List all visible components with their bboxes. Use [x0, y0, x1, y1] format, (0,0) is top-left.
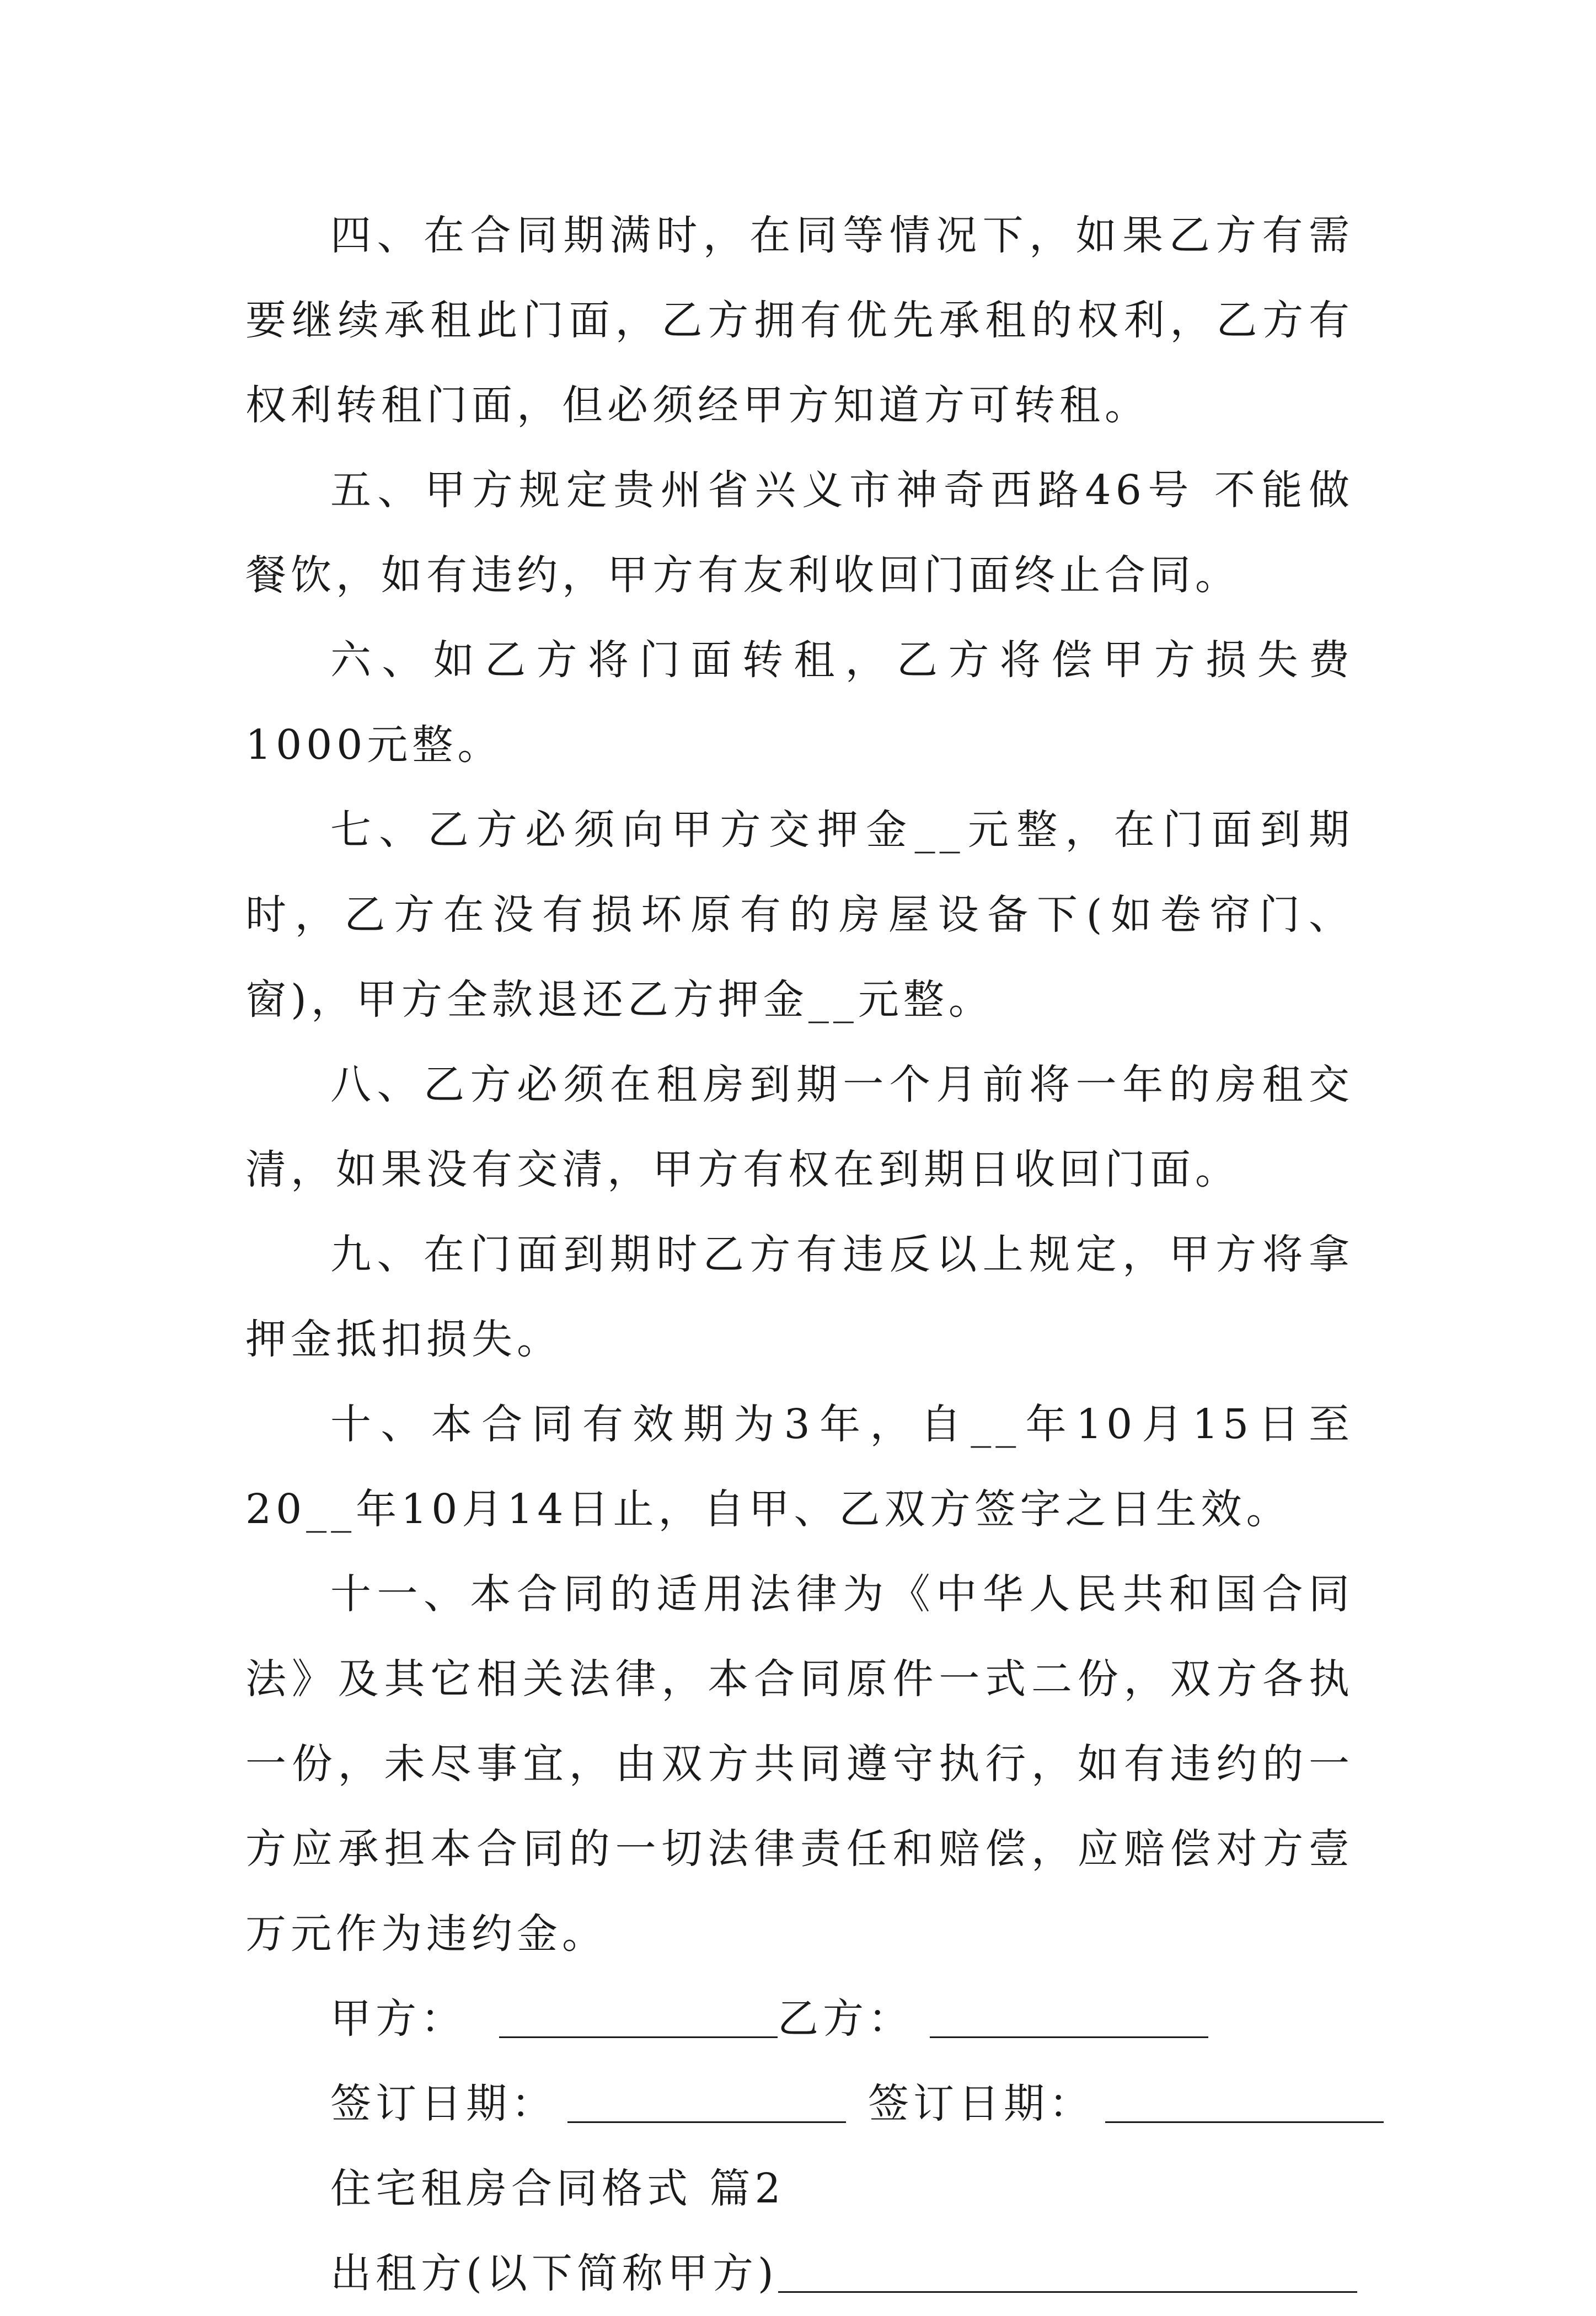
clause-7: 七、乙方必须向甲方交押金__元整，在门面到期时，乙方在没有损坏原有的房屋设备下(如卷帘门、窗)，甲方全款退还乙方押金__元整。 — [245, 806, 1354, 1023]
clause-6: 六、如乙方将门面转租，乙方将偿甲方损失费1000元整。 — [245, 636, 1354, 769]
date-label-a: 签订日期： — [330, 2080, 556, 2127]
party-a-signature-blank — [499, 2036, 778, 2038]
clause-10: 十、本合同有效期为3年，自__年10月15日至20__年10月14日止，自甲、乙双方签字之日生效。 — [245, 1401, 1354, 1533]
party-b-signature-blank — [930, 2036, 1208, 2038]
lessor-name-blank — [778, 2291, 1357, 2293]
date-signature-row — [245, 2061, 1354, 2146]
date-a-blank — [567, 2121, 846, 2123]
document-page — [245, 193, 1354, 2316]
date-b-blank — [1105, 2121, 1384, 2123]
date-label-b: 签订日期： — [868, 2080, 1094, 2127]
party-signature-row — [245, 1976, 1354, 2061]
clause-4: 四、在合同期满时，在同等情况下，如果乙方有需要继续承租此门面，乙方拥有优先承租的权利，乙方有权利转租门面，但必须经甲方知道方可转租。 — [245, 212, 1354, 429]
lessor-label: 出租方(以下简称甲方) — [330, 2250, 778, 2297]
section-heading: 住宅租房合同格式 篇2 — [330, 2165, 785, 2212]
lessor-row — [245, 2231, 1354, 2316]
clause-8: 八、乙方必须在租房到期一个月前将一年的房租交清，如果没有交清，甲方有权在到期日收回门面。 — [245, 1061, 1354, 1193]
clause-11: 十一、本合同的适用法律为《中华人民共和国合同法》及其它相关法律，本合同原件一式二份，双方各执一份，未尽事宜，由双方共同遵守执行，如有违约的一方应承担本合同的一切法律责任和赔偿，应赔偿对方壹万元作为违约金。 — [245, 1570, 1354, 1958]
clause-9: 九、在门面到期时乙方有违反以上规定，甲方将拿押金抵扣损失。 — [245, 1231, 1354, 1363]
clause-5: 五、甲方规定贵州省兴义市神奇西路46号 不能做餐饮，如有违约，甲方有友利收回门面终止合同。 — [245, 467, 1354, 599]
party-b-label: 乙方： — [778, 1995, 913, 2042]
party-a-label: 甲方： — [330, 1995, 466, 2042]
